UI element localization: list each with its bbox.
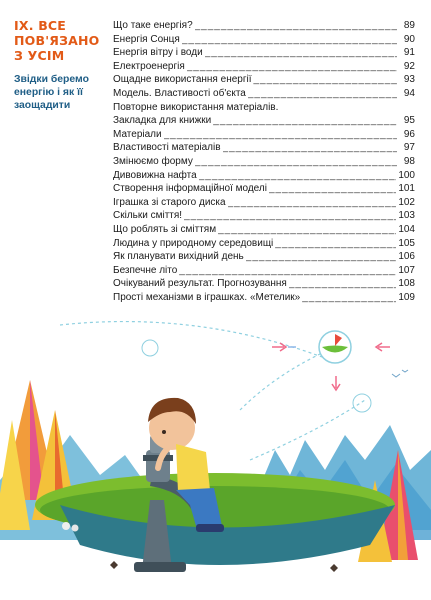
toc-item-title: Іграшка зі старого диска (113, 196, 226, 208)
toc-leader (187, 60, 397, 74)
bird-icon (392, 374, 400, 377)
toc-item-title: Безпечне літо (113, 264, 178, 276)
table-of-contents (113, 19, 415, 304)
toc-item (113, 196, 415, 210)
toc-item (113, 182, 415, 196)
toc-leader (205, 46, 397, 60)
toc-item (113, 250, 415, 264)
toc-item-title: Людина у природному середовищі (113, 237, 274, 249)
toc-item-title: Енергія Сонця (113, 33, 180, 45)
toc-item-page: 89 (403, 20, 415, 31)
toc-leader (182, 33, 397, 47)
toc-leader (213, 114, 397, 128)
arrow-right-icon (272, 343, 296, 351)
toc-leader (195, 19, 397, 33)
toc-leader (289, 277, 396, 291)
toc-item-page: 96 (403, 128, 415, 140)
toc-leader (195, 155, 397, 169)
toc-item-title: Ощадне використання енергії (113, 74, 252, 86)
chapter-title (14, 18, 109, 63)
toc-leader (164, 128, 397, 142)
chapter-title-line: IX. ВСЕ (14, 18, 67, 33)
illustration (0, 300, 431, 600)
toc-item-page: 105 (398, 237, 415, 249)
toc-item-page: 91 (403, 47, 415, 59)
toc-leader (223, 141, 397, 155)
toc-item-page: 106 (398, 251, 415, 263)
toc-item-title: Як планувати вихідний день (113, 251, 244, 263)
chapter-title-line: З УСІМ (14, 48, 65, 63)
toc-item-page: 92 (403, 60, 415, 72)
toc-item (113, 46, 415, 60)
toc-item-title: Змінюємо форму (113, 155, 193, 167)
toc-item (113, 141, 415, 155)
toc-leader (179, 264, 396, 278)
chapter-header (14, 18, 109, 112)
chapter-subtitle-line: Звідки беремо (14, 74, 89, 85)
arrow-down-icon (332, 376, 340, 390)
arrow-left-icon (376, 343, 390, 351)
toc-item-title: Що роблять зі сміттям (113, 223, 217, 235)
toc-item-title: Що таке енергія? (113, 20, 193, 31)
toc-item-page: 101 (398, 183, 415, 195)
toc-item (113, 169, 415, 183)
toc-item-page: 107 (398, 264, 415, 276)
toc-item-title: Повторне використання матеріалів. (113, 101, 279, 113)
toc-item-page: 97 (403, 142, 415, 154)
toc-item (113, 209, 415, 223)
toc-leader (275, 237, 396, 251)
toc-item-page: 108 (398, 278, 415, 290)
toc-item-page: 95 (403, 115, 415, 127)
toc-item (113, 73, 415, 87)
toc-item-title: Дивовижна нафта (113, 169, 197, 181)
toc-leader (228, 196, 397, 210)
toc-leader (269, 182, 396, 196)
toc-leader (246, 250, 397, 264)
toc-item-title: Створення інформаційної моделі (113, 183, 267, 195)
chapter-subtitle-line: енергію і як її (14, 87, 83, 98)
toc-item-title: Енергія вітру і води (113, 47, 203, 59)
toc-item-page: 109 (398, 291, 415, 303)
toc-item-page: 103 (398, 210, 415, 222)
toc-item (113, 33, 415, 47)
toc-item (113, 19, 415, 33)
toc-leader (199, 169, 397, 183)
toc-item-page: 102 (398, 196, 415, 208)
toc-item (113, 101, 415, 115)
toc-item-page: 104 (398, 223, 415, 235)
chapter-title-line: ПОВ'ЯЗАНО (14, 33, 100, 48)
toc-item-title: Електроенергія (113, 60, 185, 72)
toc-item (113, 155, 415, 169)
chapter-subtitle (14, 73, 109, 112)
toc-item-page: 93 (403, 74, 415, 86)
toc-leader (253, 73, 397, 87)
toc-item-page: 98 (403, 155, 415, 167)
toc-item-page: 94 (403, 87, 415, 99)
trajectory-line (60, 322, 330, 360)
toc-item (113, 223, 415, 237)
toc-item-title: Скільки сміття! (113, 210, 183, 222)
toc-leader (218, 223, 396, 237)
toc-item-title: Закладка для книжки (113, 115, 212, 127)
toc-item (113, 128, 415, 142)
toc-leader (248, 87, 397, 101)
toc-item (113, 277, 415, 291)
toc-item (113, 237, 415, 251)
target-icon (319, 331, 351, 363)
toc-item (113, 114, 415, 128)
toc-item-title: Прості механізми в іграшках. «Метелик» (113, 291, 301, 303)
toc-item (113, 87, 415, 101)
toc-item-page: 90 (403, 33, 415, 45)
toc-item-title: Властивості матеріалів (113, 142, 221, 154)
toc-leader (184, 209, 396, 223)
toc-item-title: Матеріали (113, 128, 162, 140)
toc-item-title: Очікуваний результат. Прогнозування (113, 278, 287, 290)
chapter-subtitle-line: заощадити (14, 100, 71, 111)
toc-item-page: 100 (398, 169, 415, 181)
toc-item-title: Модель. Властивості об'єкта (113, 87, 246, 99)
toc-item (113, 60, 415, 74)
toc-item (113, 264, 415, 278)
